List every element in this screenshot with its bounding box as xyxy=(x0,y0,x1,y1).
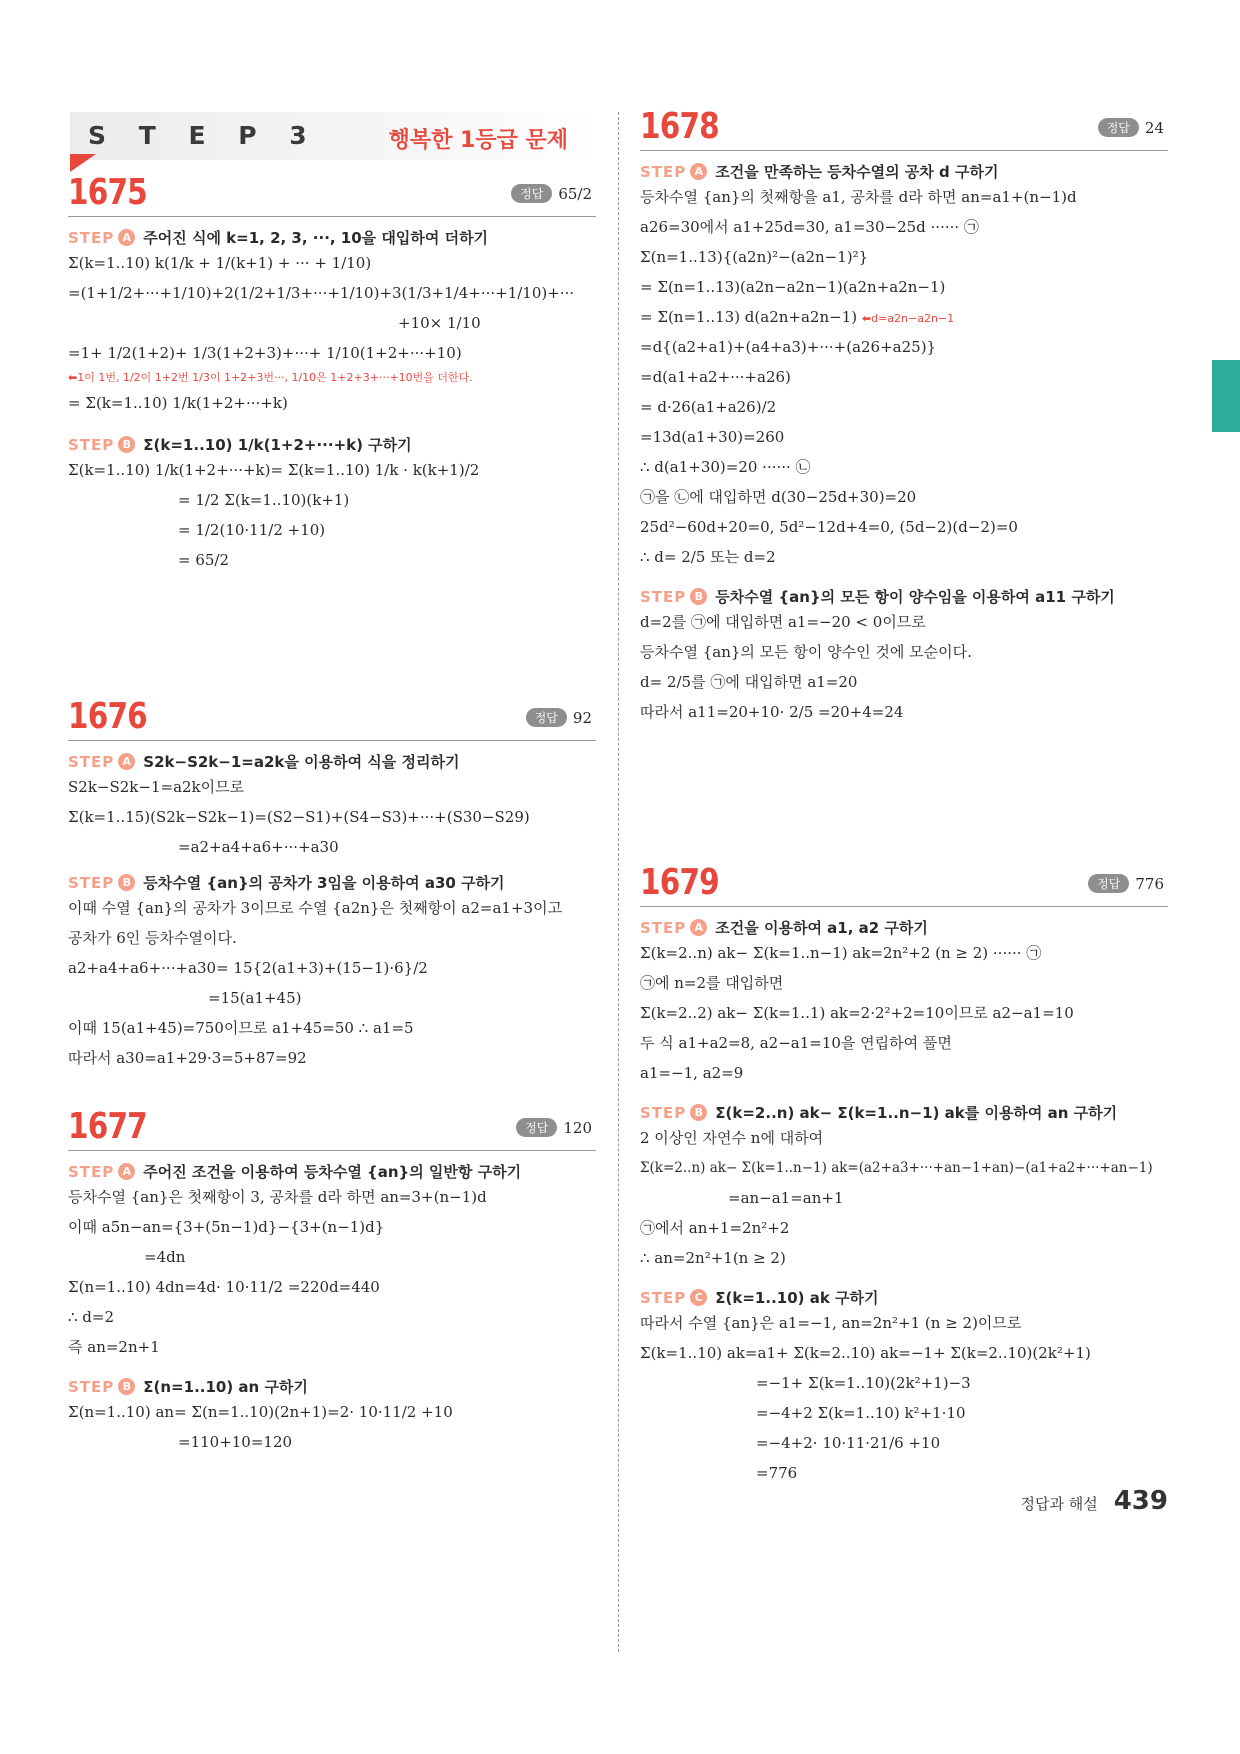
math-line: =−4+2 Σ(k=1..10) k²+1·10 xyxy=(756,1404,966,1422)
step-b xyxy=(68,1376,596,1397)
math-line: =4dn xyxy=(144,1248,186,1266)
math-line: Σ(n=1..10) an= Σ(n=1..10)(2n+1)=2· 10·11/2 +10 xyxy=(68,1403,453,1421)
math-line: =1+ 1/2(1+2)+ 1/3(1+2+3)+···+ 1/10(1+2+···+10) xyxy=(68,344,462,362)
step-circle: A xyxy=(118,1163,135,1180)
math-line: = Σ(k=1..10) 1/k(1+2+···+k) xyxy=(68,394,288,412)
step-title: Σ(k=1..10) 1/k(1+2+···+k) 구하기 xyxy=(143,436,412,454)
problem-header xyxy=(68,1106,596,1151)
math-line: = 1/2 Σ(k=1..10)(k+1) xyxy=(178,491,350,509)
step-circle: A xyxy=(690,163,707,180)
step-word: STEP xyxy=(68,752,115,771)
math-line: =−4+2· 10·11·21/6 +10 xyxy=(756,1434,941,1452)
math-line: =(1+1/2+···+1/10)+2(1/2+1/3+···+1/10)+3(1/3+1/4+···+1/10)+··· xyxy=(68,284,575,302)
text-line: 이때 15(a1+45)=750이므로 a1+45=50 ∴ a1=5 xyxy=(68,1019,414,1037)
answer-value: 120 xyxy=(563,1118,592,1137)
text-line: 두 식 a1+a2=8, a2−a1=10을 연립하여 풀면 xyxy=(640,1034,952,1052)
text-line: 공차가 6인 등차수열이다. xyxy=(68,929,237,947)
step-word: STEP xyxy=(640,1288,687,1307)
step-word: STEP xyxy=(68,1162,115,1181)
step-circle: A xyxy=(118,229,135,246)
math-line: Σ(k=2..n) ak− Σ(k=1..n−1) ak=2n²+2 (n ≥ 2) ······ ㉠ xyxy=(640,944,1042,962)
step-circle: B xyxy=(690,588,707,605)
text-line: 2 이상인 자연수 n에 대하여 xyxy=(640,1129,824,1147)
step-word: STEP xyxy=(640,918,687,937)
problem-header xyxy=(68,172,596,217)
step-word: STEP xyxy=(68,873,115,892)
problem-1678 xyxy=(640,106,1168,727)
answer-value: 776 xyxy=(1135,874,1164,893)
step-title: 조건을 이용하여 a1, a2 구하기 xyxy=(715,919,928,937)
column-divider xyxy=(618,112,619,1652)
answer-value: 92 xyxy=(572,708,592,727)
step-word: STEP xyxy=(68,228,115,247)
math-line: 25d²−60d+20=0, 5d²−12d+4=0, (5d−2)(d−2)=0 xyxy=(640,518,1018,536)
step-label: S T E P 3 xyxy=(88,121,319,150)
answer xyxy=(526,708,592,727)
math-line: =d(a1+a2+···+a26) xyxy=(640,368,791,386)
step-circle: A xyxy=(118,753,135,770)
answer-badge: 정답 xyxy=(526,708,567,727)
math-line: =d{(a2+a1)+(a4+a3)+···+(a26+a25)} xyxy=(640,338,937,356)
step-a xyxy=(68,1161,596,1182)
problem-header xyxy=(640,862,1168,907)
step-circle: A xyxy=(690,919,707,936)
step-circle: B xyxy=(118,874,135,891)
problem-header xyxy=(640,106,1168,151)
step-circle: B xyxy=(118,1378,135,1395)
step-b xyxy=(640,1102,1168,1123)
math-line: Σ(k=1..15)(S2k−S2k−1)=(S2−S1)+(S4−S3)+···+(S30−S29) xyxy=(68,808,530,826)
math-line: +10× 1/10 xyxy=(398,314,481,332)
step-circle: B xyxy=(690,1104,707,1121)
step-title: S2k−S2k−1=a2k을 이용하여 식을 정리하기 xyxy=(143,753,460,771)
answer-badge: 정답 xyxy=(1098,118,1139,137)
section-title: 행복한 1등급 문제 xyxy=(388,128,568,153)
math-line: ∴ d=2 xyxy=(68,1308,115,1326)
math-line: = d·26(a1+a26)/2 xyxy=(640,398,777,416)
math-line xyxy=(640,302,1168,332)
math-line: =an−a1=an+1 xyxy=(728,1189,844,1207)
answer xyxy=(511,184,592,203)
problem-header xyxy=(68,696,596,741)
hint-note: ⬅d=a2n−a2n−1 xyxy=(861,312,955,325)
page-number: 439 xyxy=(1113,1486,1168,1516)
math-line: a1=−1, a2=9 xyxy=(640,1064,744,1082)
text-line: 등차수열 {an}은 첫째항이 3, 공차를 d라 하면 an=3+(n−1)d xyxy=(68,1188,487,1206)
page-edge-tab xyxy=(1212,360,1240,432)
math-line: ∴ d= 2/5 또는 d=2 xyxy=(640,548,776,566)
banner-flag-icon xyxy=(70,154,96,172)
problem-number: 1679 xyxy=(640,862,719,903)
answer-badge: 정답 xyxy=(1088,874,1129,893)
math-line: a2+a4+a6+···+a30= 15{2(a1+3)+(15−1)·6}/2 xyxy=(68,959,428,977)
problem-number: 1676 xyxy=(68,696,147,737)
math-line: a26=30에서 a1+25d=30, a1=30−25d ······ ㉠ xyxy=(640,218,979,236)
math-line: Σ(k=1..10) k(1/k + 1/(k+1) + ··· + 1/10) xyxy=(68,254,372,272)
text-line: 등차수열 {an}의 첫째항을 a1, 공차를 d라 하면 an=a1+(n−1)d xyxy=(640,188,1077,206)
step-word: STEP xyxy=(640,1103,687,1122)
math-line: Σ(k=2..n) ak− Σ(k=1..n−1) ak=(a2+a3+···+an−1+an)−(a1+a2+···+an−1) xyxy=(640,1160,1153,1176)
step-word: STEP xyxy=(68,1377,115,1396)
math-line: 이때 a5n−an={3+(5n−1)d}−{3+(n−1)d} xyxy=(68,1218,385,1236)
math-line: = Σ(n=1..13)(a2n−a2n−1)(a2n+a2n−1) xyxy=(640,278,946,296)
math-line: ∴ d(a1+30)=20 ······ ㉡ xyxy=(640,458,811,476)
math-line: S2k−S2k−1=a2k이므로 xyxy=(68,778,245,796)
math-line: Σ(k=2..2) ak− Σ(k=1..1) ak=2·2²+2=10이므로 a2−a1=10 xyxy=(640,1004,1074,1022)
math-line: 즉 an=2n+1 xyxy=(68,1338,160,1356)
step-title: Σ(n=1..10) an 구하기 xyxy=(143,1378,308,1396)
text-line: 따라서 a30=a1+29·3=5+87=92 xyxy=(68,1049,307,1067)
step-c xyxy=(640,1287,1168,1308)
step-title: Σ(k=1..10) ak 구하기 xyxy=(715,1289,879,1307)
step-word: STEP xyxy=(68,435,115,454)
step-b xyxy=(68,434,596,455)
math-line: = 1/2(10·11/2 +10) xyxy=(178,521,326,539)
math-line: =110+10=120 xyxy=(178,1433,293,1451)
answer-badge: 정답 xyxy=(511,184,552,203)
math-line: =15(a1+45) xyxy=(208,989,302,1007)
math-line: ∴ an=2n²+1(n ≥ 2) xyxy=(640,1249,786,1267)
math-line: =a2+a4+a6+···+a30 xyxy=(178,838,339,856)
step-word: STEP xyxy=(640,162,687,181)
math-line: Σ(n=1..13){(a2n)²−(a2n−1)²} xyxy=(640,248,869,266)
answer xyxy=(516,1118,592,1137)
step-title: 등차수열 {an}의 모든 항이 양수임을 이용하여 a11 구하기 xyxy=(715,588,1115,606)
problem-number: 1675 xyxy=(68,172,147,213)
math-line: ㉠에서 an+1=2n²+2 xyxy=(640,1219,790,1237)
math-line: Σ(n=1..10) 4dn=4d· 10·11/2 =220d=440 xyxy=(68,1278,380,1296)
problem-1675 xyxy=(68,172,596,575)
text-line: 따라서 a11=20+10· 2/5 =20+4=24 xyxy=(640,703,904,721)
problem-number: 1678 xyxy=(640,106,719,147)
text-line: 등차수열 {an}의 모든 항이 양수인 것에 모순이다. xyxy=(640,643,972,661)
page-footer xyxy=(1021,1486,1169,1516)
step3-banner xyxy=(70,112,594,160)
answer xyxy=(1088,874,1164,893)
answer xyxy=(1098,118,1164,137)
step-title: Σ(k=2..n) ak− Σ(k=1..n−1) ak를 이용하여 an 구하기 xyxy=(715,1104,1118,1122)
answer-value: 24 xyxy=(1144,118,1164,137)
step-b xyxy=(640,586,1168,607)
hint-note: ⬅1이 1번, 1/2이 1+2번 1/3이 1+2+3번···, 1/10은 1+2+3+···+10번을 더한다. xyxy=(68,371,473,384)
answer-value: 65/2 xyxy=(558,184,592,203)
math-line: =13d(a1+30)=260 xyxy=(640,428,785,446)
problem-number: 1677 xyxy=(68,1106,147,1147)
step-b xyxy=(68,872,596,893)
answer-badge: 정답 xyxy=(516,1118,557,1137)
problem-1679 xyxy=(640,862,1168,1488)
step-a xyxy=(640,161,1168,182)
step-title: 조건을 만족하는 등차수열의 공차 d 구하기 xyxy=(715,163,999,181)
text-line: d=2를 ㉠에 대입하면 a1=−20 < 0이므로 xyxy=(640,613,926,631)
math-line: =−1+ Σ(k=1..10)(2k²+1)−3 xyxy=(756,1374,971,1392)
step-circle: C xyxy=(690,1289,707,1306)
step-title: 등차수열 {an}의 공차가 3임을 이용하여 a30 구하기 xyxy=(143,874,505,892)
problem-1677 xyxy=(68,1106,596,1457)
step-a xyxy=(68,227,596,248)
footer-label: 정답과 해설 xyxy=(1020,1495,1098,1513)
math-line: Σ(k=1..10) 1/k(1+2+···+k)= Σ(k=1..10) 1/k · k(k+1)/2 xyxy=(68,461,480,479)
math-expr: = Σ(n=1..13) d(a2n+a2n−1) xyxy=(640,308,858,326)
step-title: 주어진 식에 k=1, 2, 3, ···, 10을 대입하여 더하기 xyxy=(143,229,489,247)
math-line: Σ(k=1..10) ak=a1+ Σ(k=2..10) ak=−1+ Σ(k=2..10)(2k²+1) xyxy=(640,1344,1091,1362)
math-line: ㉠을 ㉡에 대입하면 d(30−25d+30)=20 xyxy=(640,488,917,506)
step-a xyxy=(68,751,596,772)
step-title: 주어진 조건을 이용하여 등차수열 {an}의 일반항 구하기 xyxy=(143,1163,522,1181)
problem-1676 xyxy=(68,696,596,1073)
math-line: = 65/2 xyxy=(178,551,230,569)
text-line: 이때 수열 {an}의 공차가 3이므로 수열 {a2n}은 첫째항이 a2=a1+3이고 xyxy=(68,899,563,917)
math-line: =776 xyxy=(756,1464,798,1482)
text-line: d= 2/5를 ㉠에 대입하면 a1=20 xyxy=(640,673,858,691)
text-line: ㉠에 n=2를 대입하면 xyxy=(640,974,784,992)
text-line: 따라서 수열 {an}은 a1=−1, an=2n²+1 (n ≥ 2)이므로 xyxy=(640,1314,1022,1332)
step-word: STEP xyxy=(640,587,687,606)
step-a xyxy=(640,917,1168,938)
step-circle: B xyxy=(118,436,135,453)
